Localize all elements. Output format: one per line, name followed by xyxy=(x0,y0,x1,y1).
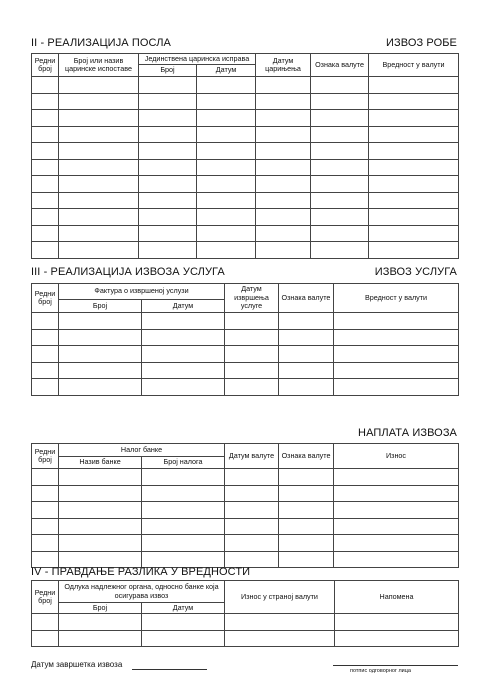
blank-cell[interactable] xyxy=(32,209,59,226)
blank-cell[interactable] xyxy=(225,362,279,379)
blank-cell[interactable] xyxy=(334,551,459,568)
table-row xyxy=(32,192,459,209)
blank-cell[interactable] xyxy=(225,379,279,396)
blank-cell[interactable] xyxy=(59,159,139,176)
blank-cell[interactable] xyxy=(334,362,459,379)
col-faktura: Фактура о извршеној услузи xyxy=(59,284,225,300)
col-odluka-broj: Број xyxy=(59,603,142,614)
blank-cell[interactable] xyxy=(32,362,59,379)
col-naziv-banke: Назив банке xyxy=(59,457,142,469)
blank-cell[interactable] xyxy=(279,346,334,363)
blank-cell[interactable] xyxy=(256,192,311,209)
blank-cell[interactable] xyxy=(279,329,334,346)
table-row xyxy=(32,77,459,94)
col-jci: Јединствена царинска исправа xyxy=(139,54,256,65)
blank-cell[interactable] xyxy=(311,209,369,226)
blank-cell[interactable] xyxy=(59,110,139,127)
blank-cell[interactable] xyxy=(32,329,59,346)
col-nalog-banke: Налог банке xyxy=(59,444,225,457)
blank-cell[interactable] xyxy=(32,379,59,396)
blank-cell[interactable] xyxy=(139,126,197,143)
col-vrednost: Вредност у валути xyxy=(369,54,459,77)
table-row xyxy=(32,535,459,552)
blank-cell[interactable] xyxy=(225,485,279,502)
blank-cell[interactable] xyxy=(139,143,197,160)
blank-cell[interactable] xyxy=(197,159,256,176)
blank-cell[interactable] xyxy=(59,176,139,193)
blank-cell[interactable] xyxy=(334,535,459,552)
signature-caption: потпис одговорног лица xyxy=(350,668,411,674)
blank-cell[interactable] xyxy=(139,225,197,242)
blank-cell[interactable] xyxy=(32,225,59,242)
blank-cell[interactable] xyxy=(279,485,334,502)
col-oznaka-valute: Ознака валуте xyxy=(311,54,369,77)
blank-cell[interactable] xyxy=(197,110,256,127)
blank-cell[interactable] xyxy=(59,630,142,647)
export-payment-rows xyxy=(32,469,459,568)
col-odluka: Одлука надлежног органа, односно банке која осигурава извоз xyxy=(59,581,225,603)
table-row xyxy=(32,518,459,535)
blank-cell[interactable] xyxy=(256,209,311,226)
table-row xyxy=(32,362,459,379)
blank-cell[interactable] xyxy=(32,143,59,160)
blank-cell[interactable] xyxy=(142,535,225,552)
table-row xyxy=(32,159,459,176)
blank-cell[interactable] xyxy=(197,93,256,110)
section-iv-title: IV - ПРАВДАЊЕ РАЗЛИКА У ВРЕДНОСТИ xyxy=(31,566,251,578)
blank-cell[interactable] xyxy=(369,110,459,127)
blank-cell[interactable] xyxy=(142,313,225,330)
blank-cell[interactable] xyxy=(335,614,459,631)
col-vrednost: Вредност у валути xyxy=(334,284,459,313)
blank-cell[interactable] xyxy=(142,485,225,502)
blank-cell[interactable] xyxy=(142,614,225,631)
blank-cell[interactable] xyxy=(59,362,142,379)
blank-cell[interactable] xyxy=(59,469,142,486)
blank-cell[interactable] xyxy=(334,469,459,486)
blank-cell[interactable] xyxy=(139,77,197,94)
blank-cell[interactable] xyxy=(334,329,459,346)
col-odluka-datum: Датум xyxy=(142,603,225,614)
value-difference-table xyxy=(31,580,459,647)
blank-cell[interactable] xyxy=(139,110,197,127)
table-row xyxy=(32,379,459,396)
col-datum-carinjenja: Датум царињења xyxy=(256,54,311,77)
blank-cell[interactable] xyxy=(225,614,335,631)
blank-cell[interactable] xyxy=(369,143,459,160)
blank-cell[interactable] xyxy=(256,110,311,127)
blank-cell[interactable] xyxy=(32,110,59,127)
blank-cell[interactable] xyxy=(334,502,459,519)
blank-cell[interactable] xyxy=(225,535,279,552)
blank-cell[interactable] xyxy=(197,126,256,143)
blank-cell[interactable] xyxy=(197,225,256,242)
blank-cell[interactable] xyxy=(142,329,225,346)
blank-cell[interactable] xyxy=(225,313,279,330)
blank-cell[interactable] xyxy=(32,518,59,535)
blank-cell[interactable] xyxy=(197,209,256,226)
blank-cell[interactable] xyxy=(59,225,139,242)
footer-completion-date xyxy=(31,660,122,669)
blank-cell[interactable] xyxy=(311,225,369,242)
table-row xyxy=(32,143,459,160)
table-row xyxy=(32,242,459,259)
blank-cell[interactable] xyxy=(256,159,311,176)
col-faktura-broj: Број xyxy=(59,300,142,313)
blank-cell[interactable] xyxy=(256,93,311,110)
blank-cell[interactable] xyxy=(32,176,59,193)
blank-cell[interactable] xyxy=(369,242,459,259)
blank-cell[interactable] xyxy=(279,469,334,486)
blank-cell[interactable] xyxy=(279,518,334,535)
blank-cell[interactable] xyxy=(311,159,369,176)
blank-cell[interactable] xyxy=(59,518,142,535)
blank-cell[interactable] xyxy=(59,313,142,330)
col-oznaka-valute: Ознака валуте xyxy=(279,284,334,313)
blank-cell[interactable] xyxy=(139,242,197,259)
blank-cell[interactable] xyxy=(225,469,279,486)
blank-cell[interactable] xyxy=(139,176,197,193)
blank-cell[interactable] xyxy=(32,346,59,363)
blank-cell[interactable] xyxy=(225,329,279,346)
export-payment-table xyxy=(31,443,459,568)
blank-cell[interactable] xyxy=(256,225,311,242)
blank-cell[interactable] xyxy=(369,159,459,176)
section-iii-right-title: ИЗВОЗ УСЛУГА xyxy=(374,266,457,278)
blank-cell[interactable] xyxy=(59,485,142,502)
table-row xyxy=(32,329,459,346)
blank-cell[interactable] xyxy=(32,485,59,502)
col-datum-valute: Датум валуте xyxy=(225,444,279,469)
blank-cell[interactable] xyxy=(139,93,197,110)
export-services-table xyxy=(31,283,459,396)
signature-line[interactable] xyxy=(333,665,458,666)
blank-cell[interactable] xyxy=(279,551,334,568)
blank-cell[interactable] xyxy=(59,614,142,631)
section-iii-title: III - РЕАЛИЗАЦИЈА ИЗВОЗА УСЛУГА xyxy=(31,266,225,278)
section-ii-title: II - РЕАЛИЗАЦИЈА ПОСЛА xyxy=(31,37,171,49)
col-faktura-datum: Датум xyxy=(142,300,225,313)
blank-cell[interactable] xyxy=(279,362,334,379)
col-iznos: Износ xyxy=(334,444,459,469)
blank-cell[interactable] xyxy=(32,502,59,519)
col-redni-broj: Редни број xyxy=(32,54,59,77)
blank-cell[interactable] xyxy=(197,143,256,160)
blank-cell[interactable] xyxy=(369,209,459,226)
section-naplata-title: НАПЛАТА ИЗВОЗА xyxy=(358,427,457,439)
blank-cell[interactable] xyxy=(369,192,459,209)
table-row xyxy=(32,485,459,502)
table-row xyxy=(32,126,459,143)
table-row xyxy=(32,614,459,631)
blank-cell[interactable] xyxy=(256,176,311,193)
col-iznos-strana-valuta: Износ у страној валути xyxy=(225,581,335,614)
blank-cell[interactable] xyxy=(311,143,369,160)
blank-cell[interactable] xyxy=(59,143,139,160)
blank-cell[interactable] xyxy=(334,379,459,396)
blank-cell[interactable] xyxy=(139,209,197,226)
col-oznaka-valute: Ознака валуте xyxy=(279,444,334,469)
col-redni-broj: Редни број xyxy=(32,444,59,469)
col-jci-broj: Број xyxy=(139,65,197,77)
blank-cell[interactable] xyxy=(32,192,59,209)
blank-cell[interactable] xyxy=(197,176,256,193)
blank-cell[interactable] xyxy=(59,77,139,94)
blank-cell[interactable] xyxy=(32,313,59,330)
blank-cell[interactable] xyxy=(335,630,459,647)
blank-cell[interactable] xyxy=(142,362,225,379)
blank-cell[interactable] xyxy=(59,126,139,143)
blank-cell[interactable] xyxy=(32,535,59,552)
blank-cell[interactable] xyxy=(256,126,311,143)
blank-cell[interactable] xyxy=(139,192,197,209)
blank-cell[interactable] xyxy=(142,502,225,519)
col-jci-datum: Датум xyxy=(197,65,256,77)
blank-cell[interactable] xyxy=(59,535,142,552)
col-napomena: Напомена xyxy=(335,581,459,614)
blank-cell[interactable] xyxy=(311,242,369,259)
blank-cell[interactable] xyxy=(142,630,225,647)
blank-cell[interactable] xyxy=(311,77,369,94)
blank-cell[interactable] xyxy=(311,110,369,127)
blank-cell[interactable] xyxy=(32,93,59,110)
blank-cell[interactable] xyxy=(256,242,311,259)
blank-cell[interactable] xyxy=(59,329,142,346)
table-row xyxy=(32,176,459,193)
blank-cell[interactable] xyxy=(197,192,256,209)
blank-cell[interactable] xyxy=(311,192,369,209)
col-datum-izvrsenja: Датум извршења услуге xyxy=(225,284,279,313)
table-row xyxy=(32,110,459,127)
blank-cell[interactable] xyxy=(225,502,279,519)
blank-cell[interactable] xyxy=(59,192,139,209)
blank-cell[interactable] xyxy=(142,518,225,535)
blank-cell[interactable] xyxy=(142,346,225,363)
blank-cell[interactable] xyxy=(334,346,459,363)
table-row xyxy=(32,209,459,226)
blank-cell[interactable] xyxy=(59,93,139,110)
blank-cell[interactable] xyxy=(32,126,59,143)
blank-cell[interactable] xyxy=(225,518,279,535)
blank-cell[interactable] xyxy=(32,159,59,176)
col-broj-naziv: Број или назив царинске испоставе xyxy=(59,54,139,77)
export-goods-rows xyxy=(32,77,459,259)
blank-cell[interactable] xyxy=(369,126,459,143)
export-goods-table xyxy=(31,53,459,259)
blank-cell[interactable] xyxy=(197,242,256,259)
blank-cell[interactable] xyxy=(369,225,459,242)
table-row xyxy=(32,469,459,486)
blank-cell[interactable] xyxy=(225,630,335,647)
blank-cell[interactable] xyxy=(311,93,369,110)
blank-cell[interactable] xyxy=(279,313,334,330)
table-row xyxy=(32,630,459,647)
blank-cell[interactable] xyxy=(279,535,334,552)
col-redni-broj: Редни број xyxy=(32,581,59,614)
blank-cell[interactable] xyxy=(32,614,59,631)
col-redni-broj: Редни број xyxy=(32,284,59,313)
blank-cell[interactable] xyxy=(32,630,59,647)
blank-cell[interactable] xyxy=(334,485,459,502)
blank-cell[interactable] xyxy=(32,469,59,486)
table-row xyxy=(32,346,459,363)
blank-cell[interactable] xyxy=(256,143,311,160)
blank-cell[interactable] xyxy=(32,77,59,94)
blank-cell[interactable] xyxy=(59,209,139,226)
export-services-rows xyxy=(32,313,459,396)
table-row xyxy=(32,93,459,110)
blank-cell[interactable] xyxy=(142,469,225,486)
blank-cell[interactable] xyxy=(369,77,459,94)
blank-cell[interactable] xyxy=(311,126,369,143)
blank-cell[interactable] xyxy=(197,77,256,94)
table-row xyxy=(32,313,459,330)
blank-cell[interactable] xyxy=(32,242,59,259)
blank-cell[interactable] xyxy=(59,379,142,396)
col-broj-naloga: Број налога xyxy=(142,457,225,469)
blank-cell[interactable] xyxy=(369,93,459,110)
blank-cell[interactable] xyxy=(279,502,334,519)
section-ii-right-title: ИЗВОЗ РОБЕ xyxy=(386,37,457,49)
blank-cell[interactable] xyxy=(139,159,197,176)
table-row xyxy=(32,225,459,242)
blank-cell[interactable] xyxy=(59,346,142,363)
blank-cell[interactable] xyxy=(59,242,139,259)
value-difference-rows xyxy=(32,614,459,647)
footer-completion-date-label: Датум завршетка извоза xyxy=(31,660,123,669)
blank-cell[interactable] xyxy=(334,518,459,535)
table-row xyxy=(32,502,459,519)
blank-cell[interactable] xyxy=(369,176,459,193)
blank-cell[interactable] xyxy=(256,77,311,94)
blank-cell[interactable] xyxy=(279,379,334,396)
blank-cell[interactable] xyxy=(334,313,459,330)
blank-cell[interactable] xyxy=(59,502,142,519)
blank-cell[interactable] xyxy=(225,346,279,363)
blank-cell[interactable] xyxy=(311,176,369,193)
blank-cell[interactable] xyxy=(142,379,225,396)
completion-date-line[interactable] xyxy=(132,669,207,670)
